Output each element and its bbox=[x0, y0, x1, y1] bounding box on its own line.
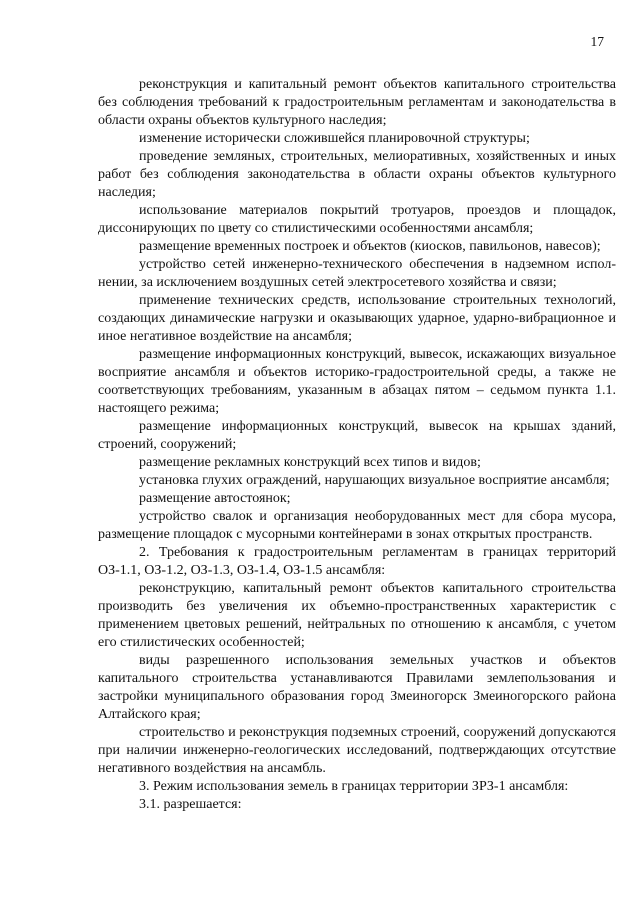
paragraph: устройство свалок и организация необорудованных мест для сбора мусора, размещение площадок с мусорными контейнерами в зонах открытых пространств. bbox=[98, 509, 616, 542]
paragraph: применение технических средств, использование строительных технологий, создающих динамические нагрузки и оказывающих ударное, ударно-вибрационное и иное негативное воздействие на ансамбля; bbox=[98, 293, 616, 344]
paragraph: использование материалов покрытий тротуаров, проездов и площадок, диссонирующих по цвету со стилистическими особенностями ансамбля; bbox=[98, 203, 616, 236]
paragraph: реконструкция и капитальный ремонт объектов капитального строительства без соблюдения требований к градостроительным регламентам и законодательства в области охраны объектов культурного наследия; bbox=[98, 77, 616, 128]
paragraph: устройство сетей инженерно-технического обеспечения в надземном исполнении, за исключением воздушных сетей электросетевого хозяйства и связи; bbox=[98, 257, 616, 290]
paragraph: реконструкцию, капитальный ремонт объектов капитального строительства производить без увеличения их объемно-пространственных характеристик с применением цветовых решений, нейтральных по отношению к ансамбля, с учетом его стилистических особенностей; bbox=[98, 581, 616, 650]
section-heading: 2. Требования к градостроительным регламентам в границах территорий ОЗ-1.1, ОЗ-1.2, ОЗ-1.3, ОЗ-1.4, ОЗ-1.5 ансамбля: bbox=[98, 545, 616, 578]
paragraph: размещение автостоянок; bbox=[139, 491, 291, 506]
paragraph: проведение земляных, строительных, мелиоративных, хозяйственных и иных работ без соблюдения законодательства в области охраны объектов культурного наследия; bbox=[98, 149, 616, 200]
paragraph: размещение временных построек и объектов (киосков, павильонов, навесов); bbox=[139, 239, 601, 254]
document-body bbox=[98, 76, 616, 814]
subsection-heading: 3.1. разрешается: bbox=[139, 797, 242, 812]
section-heading: 3. Режим использования земель в границах территории ЗРЗ-1 ансамбля: bbox=[139, 779, 569, 794]
paragraph: строительство и реконструкция подземных строений, сооружений допускаются при наличии инженерно-геологических исследований, подтверждающих отсутствие негативного воздействия на ансамбль. bbox=[98, 725, 616, 776]
paragraph: установка глухих ограждений, нарушающих визуальное восприятие ансамбля; bbox=[139, 473, 610, 488]
paragraph: размещение рекламных конструкций всех типов и видов; bbox=[139, 455, 481, 470]
paragraph: изменение исторически сложившейся планировочной структуры; bbox=[139, 131, 530, 146]
paragraph: виды разрешенного использования земельных участков и объектов капитального строительства устанавливаются Правилами землепользования и застройки муниципального образования город Змеиногорск Змеиногорского района Алтайского края; bbox=[98, 653, 616, 722]
paragraph: размещение информационных конструкций, вывесок на крышах зданий, строений, сооружений; bbox=[98, 419, 616, 452]
paragraph: размещение информационных конструкций, вывесок, искажающих визуальное восприятие ансамбля и объектов историко-градостроительной среды, а также не соответствующих требованиям, указанным в абзацах пятом – седьмом пункта 1.1. настоящего режима; bbox=[98, 347, 616, 416]
page-number: 17 bbox=[590, 34, 604, 49]
